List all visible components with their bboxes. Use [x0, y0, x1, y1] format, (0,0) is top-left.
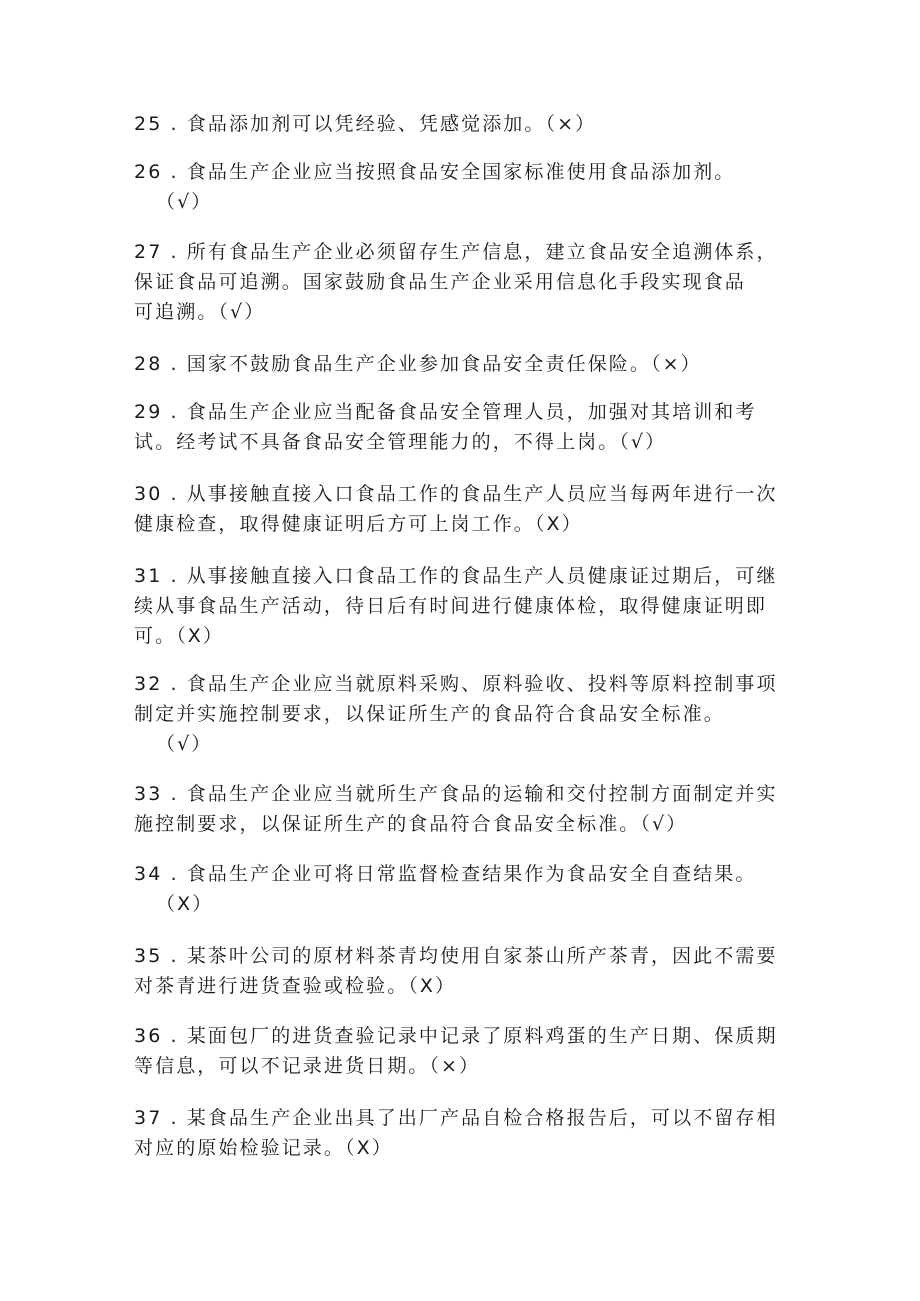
question-line: 33 . 食品生产企业应当就所生产食品的运输和交付控制方面制定并实 — [134, 783, 778, 805]
question-line: 试。经考试不具备食品安全管理能力的，不得上岗。（√） — [134, 431, 667, 453]
question-line: 34 . 食品生产企业可将日常监督检查结果作为食品安全自查结果。 — [134, 863, 757, 885]
question-line: 对茶青进行进货查验或检验。（X） — [134, 975, 457, 997]
question-answer: （√） — [156, 733, 213, 755]
question-answer: （X） — [156, 893, 214, 915]
question-line: 续从事食品生产活动，待日后有时间进行健康体检，取得健康证明即 — [134, 595, 768, 617]
question-32 — [134, 670, 794, 758]
question-line: 施控制要求，以保证所生产的食品符合食品安全标准。（√） — [134, 813, 688, 835]
question-28 — [134, 350, 794, 378]
question-line: 制定并实施控制要求，以保证所生产的食品符合食品安全标准。 — [134, 703, 725, 725]
question-line: 37 . 某食品生产企业出具了出厂产品自检合格报告后，可以不留存相 — [134, 1107, 778, 1129]
question-answer: （√） — [156, 191, 213, 213]
question-line: 29 . 食品生产企业应当配备食品安全管理人员，加强对其培训和考 — [134, 401, 757, 423]
question-line: 27 . 所有食品生产企业必须留存生产信息，建立食品安全追溯体系， — [134, 241, 778, 263]
question-line: 30 . 从事接触直接入口食品工作的食品生产人员应当每两年进行一次 — [134, 483, 778, 505]
question-30 — [134, 480, 794, 538]
question-line: 36 . 某面包厂的进货查验记录中记录了原料鸡蛋的生产日期、保质期 — [134, 1025, 778, 1047]
question-36 — [134, 1022, 794, 1080]
question-25 — [134, 110, 794, 138]
question-29 — [134, 398, 794, 456]
question-line: 健康检查，取得健康证明后方可上岗工作。（X） — [134, 513, 583, 535]
question-31 — [134, 562, 794, 650]
question-line: 28 . 国家不鼓励食品生产企业参加食品安全责任保险。（×） — [134, 353, 702, 375]
question-line: 保证食品可追溯。国家鼓励食品生产企业采用信息化手段实现食品 — [134, 271, 746, 293]
question-37 — [134, 1104, 794, 1162]
question-line: 35 . 某茶叶公司的原材料茶青均使用自家茶山所产茶青，因此不需要 — [134, 945, 778, 967]
question-34 — [134, 860, 794, 918]
question-line: 32 . 食品生产企业应当就原料采购、原料验收、投料等原料控制事项 — [134, 673, 778, 695]
question-33 — [134, 780, 794, 838]
question-35 — [134, 942, 794, 1000]
question-27 — [134, 238, 794, 326]
question-line: 26 . 食品生产企业应当按照食品安全国家标准使用食品添加剂。 — [134, 161, 736, 183]
question-line: 等信息，可以不记录进货日期。（×） — [134, 1055, 481, 1077]
question-26 — [134, 158, 794, 216]
question-line: 可。（X） — [134, 625, 225, 647]
question-line: 25 . 食品添加剂可以凭经验、凭感觉添加。（×） — [134, 113, 597, 135]
question-line: 可追溯。（√） — [134, 301, 266, 323]
question-line: 31 . 从事接触直接入口食品工作的食品生产人员健康证过期后，可继 — [134, 565, 778, 587]
question-line: 对应的原始检验记录。（X） — [134, 1137, 393, 1159]
